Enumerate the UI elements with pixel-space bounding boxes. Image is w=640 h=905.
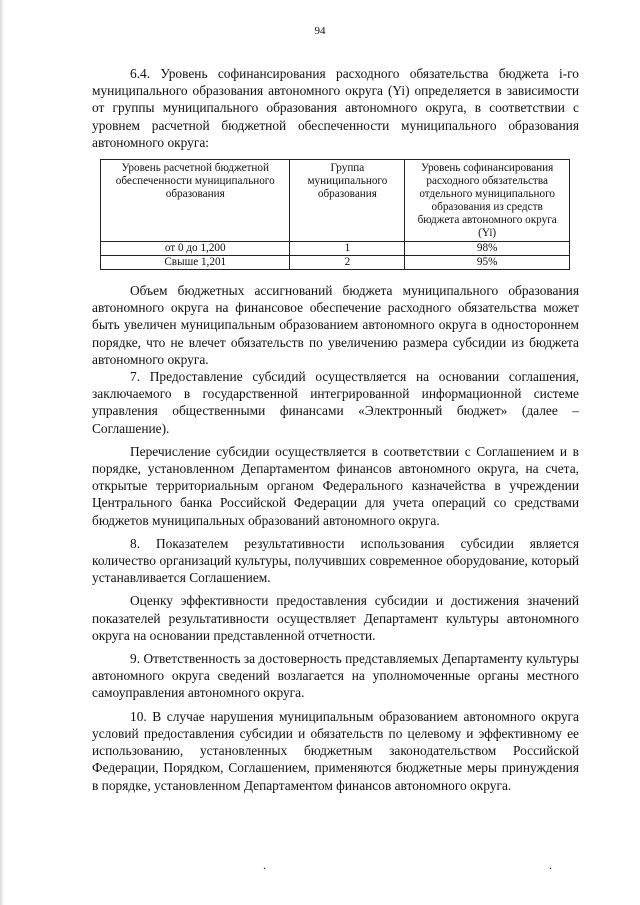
table-cell: от 0 до 1,200 <box>101 242 290 256</box>
table-cell: Свыше 1,201 <box>101 256 290 270</box>
scan-edge <box>0 0 5 905</box>
paragraph-9: 9. Ответственность за достоверность представляемых Департаменту культуры автономного округа сведений возлагается на уполномоченные органы местного самоуправления автономного округа. <box>92 651 579 701</box>
footer-mark-left: . <box>263 858 266 872</box>
document-body <box>92 65 579 794</box>
paragraph-10: 10. В случае нарушения муниципальным образованием автономного округа условий предоставления субсидии и обязательств по целевому и эффективному ее использованию, установленных бюджетным законодательством Российской Федерации, Порядком, Соглашением, применяются бюджетные меры принуждения в порядке, установленном Департаментом финансов автономного округа. <box>92 708 579 793</box>
cofinancing-table <box>100 159 570 270</box>
table-cell: 95% <box>405 256 570 270</box>
table-cell: 98% <box>405 242 570 256</box>
paragraph-evaluation: Оценку эффективности предоставления субсидии и достижения значений показателей результативности осуществляет Департамент культуры автономного округа на основании представленной отчетности. <box>92 593 579 643</box>
header-budget-level: Уровень расчетной бюджетной обеспеченности муниципального образования <box>101 160 290 242</box>
table-cell: 1 <box>290 242 405 256</box>
header-group: Группа муниципального образования <box>290 160 405 242</box>
table-header-row <box>101 160 570 242</box>
table-row <box>101 256 570 270</box>
page-number: 94 <box>314 25 326 37</box>
paragraph-6-4: 6.4. Уровень софинансирования расходного обязательства бюджета i-го муниципального образования автономного округа (Yi) определяется в зависимости от группы муниципального образования автономного округа, в соответствии с уровнем расчетной бюджетной обеспеченности муниципального образования автономного округа: <box>92 66 579 150</box>
footer-mark-right: . <box>549 858 552 872</box>
paragraph-budget-volume: Объем бюджетных ассигнований бюджета муниципального образования автономного округа на финансовое обеспечение расходного обязательства может быть увеличен муниципальным образованием автономного округа в одностороннем порядке, что не влечет обязательств по увеличению размера субсидии из бюджета автономного округа. <box>92 283 579 367</box>
paragraph-7: 7. Предоставление субсидий осуществляется на основании соглашения, заключаемого в государственной интегрированной информационной системе управления общественными финансами «Электронный бюджет» (далее – Соглашение). <box>92 369 579 436</box>
paragraph-transfer: Перечисление субсидии осуществляется в соответствии с Соглашением и в порядке, установленном Департаментом финансов автономного округа, на счета, открытые территориальным органом Федерального казначейства в учреждении Центрального банка Российской Федерации для учета операций со средствами бюджетов муниципальных образований автономного округа. <box>92 443 579 528</box>
paragraph-8: 8. Показателем результативности использования субсидии является количество организаций культуры, получивших современное оборудование, который устанавливается Соглашением. <box>92 535 579 586</box>
table-cell: 2 <box>290 256 405 270</box>
header-cofinancing-level: Уровень софинансирования расходного обязательства отдельного муниципального образования из средств бюджета автономного округа (Yi) <box>405 160 570 242</box>
table-row <box>101 242 570 256</box>
